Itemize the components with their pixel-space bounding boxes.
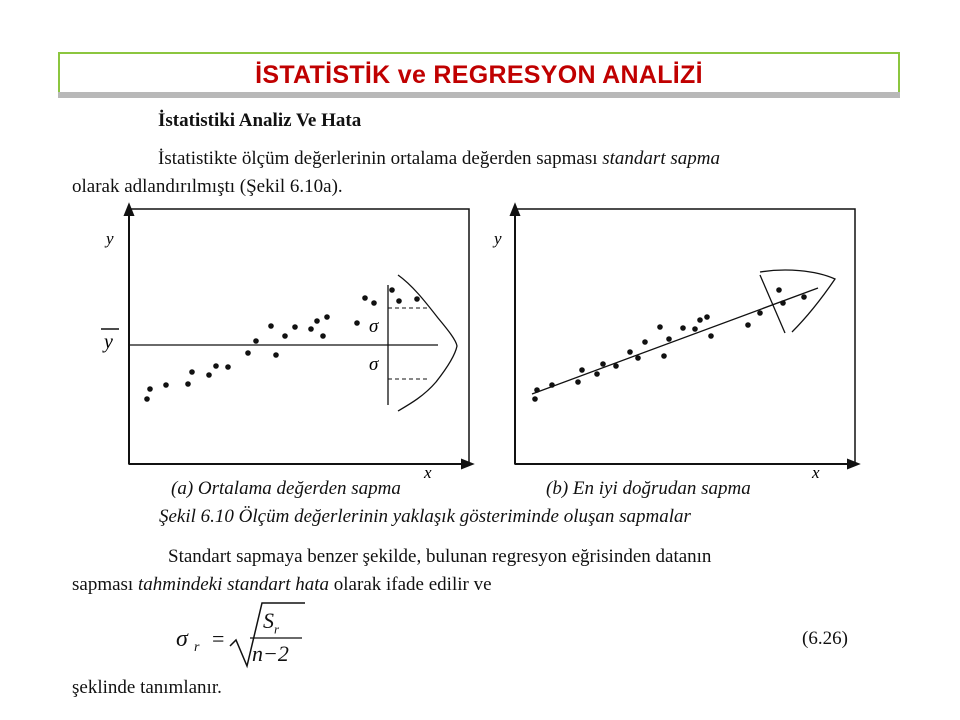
panel-b-frame <box>515 209 855 464</box>
paragraph-1-text: İstatistikte ölçüm değerlerinin ortalama değerden sapması <box>158 148 603 169</box>
panel-a-x-label: x <box>424 463 432 482</box>
scatter-point <box>708 333 714 339</box>
scatter-point <box>661 353 667 359</box>
section-heading: İstatistiki Analiz Ve Hata <box>158 110 362 131</box>
panel-a-y-label: y <box>106 229 114 248</box>
equation-numerator-sub: r <box>274 621 280 637</box>
figure-caption: Şekil 6.10 Ölçüm değerlerinin yaklaşık gösteriminde oluşan sapmalar <box>159 506 691 527</box>
scatter-point <box>314 318 320 324</box>
panel-a-normal-curve <box>398 275 457 411</box>
scatter-point <box>745 322 751 328</box>
scatter-point <box>225 364 231 370</box>
scatter-point <box>144 396 150 402</box>
scatter-point <box>414 296 420 302</box>
scatter-point <box>362 295 368 301</box>
scatter-point <box>532 396 538 402</box>
equation-sigma-sub: r <box>194 640 200 655</box>
scatter-point <box>549 382 555 388</box>
scatter-point <box>163 382 169 388</box>
scatter-point <box>657 324 663 330</box>
panel-a-ybar-label: y <box>104 331 113 353</box>
panel-a-caption: (a) Ortalama değerden sapma <box>171 478 401 499</box>
scatter-point <box>396 298 402 304</box>
equation-numerator-symbol: S <box>263 608 274 633</box>
scatter-point <box>371 300 377 306</box>
scatter-point <box>757 310 763 316</box>
scatter-point <box>534 387 540 393</box>
panel-a-sigma-upper: σ <box>369 316 379 337</box>
scatter-point <box>613 363 619 369</box>
scatter-point <box>282 333 288 339</box>
scatter-point <box>292 324 298 330</box>
scatter-point <box>627 349 633 355</box>
scatter-point <box>642 339 648 345</box>
scatter-point <box>704 314 710 320</box>
equation-sigma: σ <box>176 626 188 652</box>
paragraph-2-line-2 <box>72 573 492 597</box>
panel-b-caption: (b) En iyi doğrudan sapma <box>546 478 751 499</box>
scatter-point <box>268 323 274 329</box>
equation-equals: = <box>212 626 225 651</box>
scatter-point <box>354 320 360 326</box>
scatter-point <box>680 325 686 331</box>
scatter-point <box>780 300 786 306</box>
scatter-point <box>575 379 581 385</box>
paragraph-1-line-2: olarak adlandırılmıştı (Şekil 6.10a). <box>72 176 343 197</box>
equation-denominator: n−2 <box>252 641 289 666</box>
paragraph-2-text-b: olarak ifade edilir ve <box>329 574 492 595</box>
paragraph-2-text-a: sapması <box>72 574 138 595</box>
panel-a-sigma-lower: σ <box>369 354 379 375</box>
equation-numerator <box>263 608 279 637</box>
scatter-point <box>666 336 672 342</box>
panel-a-frame <box>129 209 469 464</box>
scatter-point <box>324 314 330 320</box>
closing-line: şeklinde tanımlanır. <box>72 677 222 698</box>
scatter-point <box>579 367 585 373</box>
scatter-point <box>389 287 395 293</box>
scatter-point <box>600 361 606 367</box>
scatter-point <box>801 294 807 300</box>
panel-b-regression-line <box>532 288 818 394</box>
paragraph-2-italic: tahmindeki standart hata <box>137 574 330 595</box>
scatter-point <box>253 338 259 344</box>
scatter-point <box>308 326 314 332</box>
scatter-point <box>189 369 195 375</box>
scatter-point <box>185 381 191 387</box>
page-title: İSTATİSTİK ve REGRESYON ANALİZİ <box>255 60 703 89</box>
panel-b <box>492 205 858 482</box>
scatter-point <box>697 317 703 323</box>
scatter-point <box>147 386 153 392</box>
panel-b-y-label: y <box>494 229 502 248</box>
scatter-point <box>245 350 251 356</box>
equation-number: (6.26) <box>802 628 848 649</box>
scatter-point <box>594 371 600 377</box>
paragraph-2-line-1: Standart sapmaya benzer şekilde, bulunan regresyon eğrisinden datanın <box>168 546 712 567</box>
scatter-point <box>320 333 326 339</box>
scatter-point <box>776 287 782 293</box>
panel-b-data-points <box>532 287 807 402</box>
panel-a <box>101 205 472 482</box>
paragraph-1-italic: standart sapma <box>602 148 720 169</box>
panel-b-x-label: x <box>812 463 820 482</box>
scatter-point <box>692 326 698 332</box>
scatter-point <box>206 372 212 378</box>
scatter-point <box>213 363 219 369</box>
scatter-point <box>635 355 641 361</box>
scatter-point <box>273 352 279 358</box>
